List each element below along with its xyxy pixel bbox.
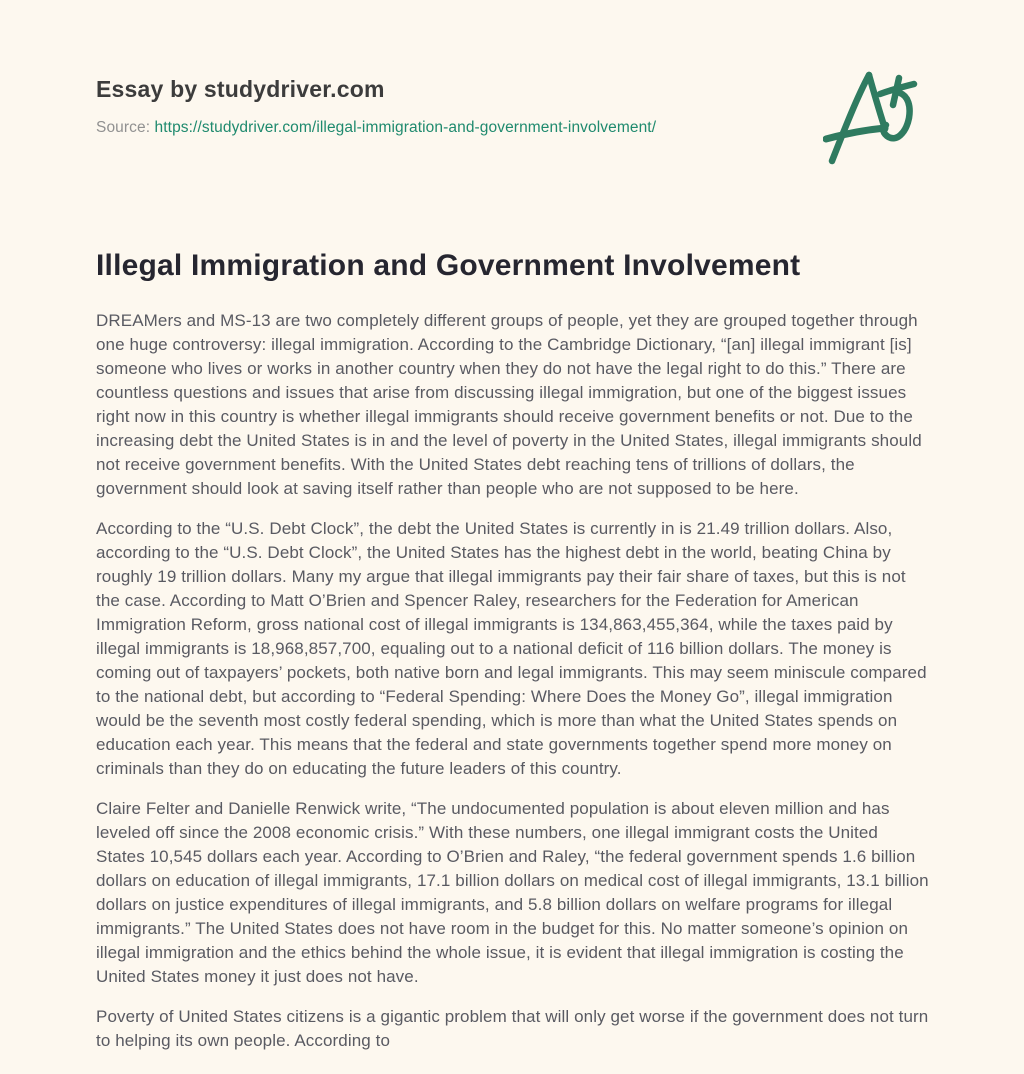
essay-paragraph-3: Claire Felter and Danielle Renwick write, “The undocumented population is about eleven million and has leveled off since the 2008 economic crisis.” With these numbers, one illegal immigrant costs the United States 10,545 dollars each year. According to O’Brien and Raley, “the federal government spends 1.6 billion dollars on education of illegal immigrants, 17.1 billion dollars on medical cost of illegal immigrants, 13.1 billion dollars on justice expenditures of illegal immigrants, and 5.8 billion dollars on welfare programs for illegal immigrants.” The United States does not have room in the budget for this. No matter someone’s opinion on illegal immigration and the ethics behind the whole issue, it is evident that illegal immigration is costing the United States money it just does not have. <box>96 799 929 986</box>
source-label: Source: <box>96 119 151 136</box>
source-row <box>96 119 929 137</box>
essay-header <box>96 0 929 137</box>
essay-body <box>96 309 929 1053</box>
essay-title: Illegal Immigration and Government Involvement <box>96 249 801 282</box>
essay-paragraph-4: Poverty of United States citizens is a gigantic problem that will only get worse if the government does not turn to helping its own people. According to <box>96 1007 929 1050</box>
essay-paragraph-1: DREAMers and MS-13 are two completely different groups of people, yet they are grouped together through one huge controversy: illegal immigration. According to the Cambridge Dictionary, “[an] illegal immigrant [is] someone who lives or works in another country when they do not have the legal right to do this.” There are countless questions and issues that arise from discussing illegal immigration, but one of the biggest issues right now in this country is whether illegal immigrants should receive government benefits or not. Due to the increasing debt the United States is in and the level of poverty in the United States, illegal immigrants should not receive government benefits. With the United States debt reaching tens of trillions of dollars, the government should look at saving itself rather than people who are not supposed to be here. <box>96 311 922 498</box>
essay-paragraph-2: According to the “U.S. Debt Clock”, the debt the United States is currently in is 21.49 trillion dollars. Also, according to the “U.S. Debt Clock”, the United States has the highest debt in the world, beating China by roughly 19 trillion dollars. Many my argue that illegal immigrants pay their fair share of taxes, but this is not the case. According to Matt O’Brien and Spencer Raley, researchers for the Federation for American Immigration Reform, gross national cost of illegal immigrants is 134,863,455,364, while the taxes paid by illegal immigrants is 18,968,857,700, equaling out to a national deficit of 116 billion dollars. The money is coming out of taxpayers’ pockets, both native born and legal immigrants. This may seem miniscule compared to the national debt, but according to “Federal Spending: Where Does the Money Go”, illegal immigration would be the seventh most costly federal spending, which is more than what the United States spends on education each year. This means that the federal and state governments together spend more money on criminals than they do on educating the future leaders of this country. <box>96 519 927 778</box>
studydriver-logo <box>823 64 923 166</box>
page-title: Essay by studydriver.com <box>96 76 385 102</box>
source-link[interactable]: https://studydriver.com/illegal-immigration-and-government-involvement/ <box>154 119 657 136</box>
a-plus-icon <box>823 64 923 166</box>
